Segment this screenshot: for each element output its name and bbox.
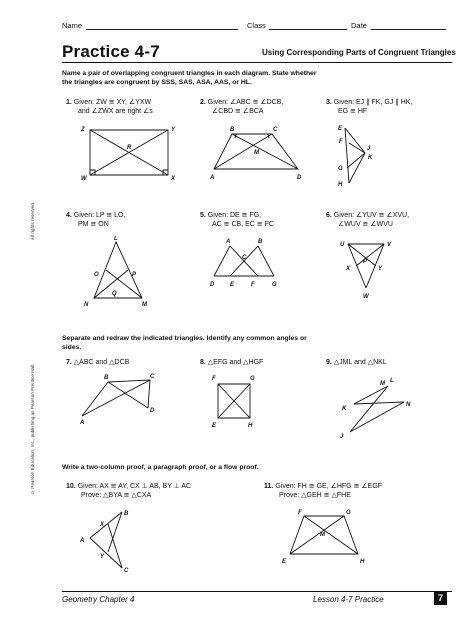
instructions-separate: Separate and redraw the indicated triangles. Identify any common angles or sides. — [62, 335, 307, 351]
svg-text:K: K — [368, 155, 373, 161]
svg-text:G: G — [346, 510, 351, 516]
svg-text:Y: Y — [378, 266, 383, 272]
svg-text:N: N — [406, 402, 411, 408]
svg-text:N: N — [84, 302, 89, 308]
problem-5: 5. Given: DE ≅ FG, AC ≅ CB, EC ≅ FC — [200, 212, 274, 228]
svg-text:E: E — [282, 559, 287, 564]
figure-5 — [206, 236, 281, 292]
page-subtitle: Using Corresponding Parts of Congruent Triangles — [262, 48, 456, 57]
svg-text:M: M — [320, 532, 325, 538]
svg-text:X: X — [346, 266, 351, 272]
date-label: Date — [351, 21, 367, 30]
svg-text:K: K — [342, 406, 347, 412]
svg-text:D: D — [150, 408, 155, 414]
figure-2 — [210, 124, 310, 184]
problem-1-line1: Given: ZW ≅ XY, ∠YXW — [73, 99, 152, 106]
problem-9: 9. △JML and △NKL — [326, 359, 387, 366]
label-x: X — [171, 176, 176, 182]
svg-text:V: V — [387, 242, 392, 248]
svg-text:W: W — [363, 294, 369, 300]
svg-text:F: F — [251, 282, 255, 288]
svg-text:F: F — [298, 510, 302, 516]
figure-7 — [78, 372, 168, 427]
svg-text:A: A — [226, 239, 231, 245]
copyright-sidebar: © Pearson Education, Inc., publishing as Pearson Prentice Hall. — [30, 363, 35, 495]
svg-text:U: U — [340, 242, 345, 248]
svg-text:X: X — [100, 522, 105, 528]
footer-left: Geometry Chapter 4 — [62, 595, 135, 604]
svg-text:B: B — [124, 511, 129, 517]
svg-text:M: M — [254, 150, 259, 156]
title-rule — [62, 62, 452, 63]
svg-text:E: E — [230, 282, 235, 288]
svg-text:C: C — [273, 127, 278, 133]
svg-text:A: A — [210, 175, 215, 181]
problem-6: 6. Given: ∠YUV ≅ ∠XVU, ∠WUV ≅ ∠WVU — [326, 212, 410, 228]
figure-4 — [82, 236, 157, 308]
svg-text:P: P — [363, 259, 368, 265]
figure-11 — [282, 508, 372, 564]
figure-9 — [338, 372, 423, 442]
svg-text:F: F — [212, 376, 216, 382]
figure-8 — [212, 372, 262, 428]
svg-text:L: L — [390, 378, 394, 384]
problem-3: 3. Given: EJ ∥ FK, GJ ∥ HK, EG ≅ HF — [326, 99, 413, 115]
class-label: Class — [247, 21, 266, 30]
problem-1 — [66, 98, 153, 116]
svg-text:E: E — [212, 423, 217, 428]
date-line[interactable] — [371, 29, 446, 30]
problem-8: 8. △EFG and △HGF — [200, 359, 264, 366]
problem-2: 2. Given: ∠ABC ≅ ∠DCB, ∠CBD ≅ ∠BCA — [200, 99, 284, 115]
svg-text:H: H — [338, 182, 343, 188]
svg-text:A: A — [80, 538, 85, 544]
svg-text:C: C — [150, 374, 155, 380]
svg-text:C: C — [124, 568, 129, 574]
svg-text:L: L — [114, 236, 118, 242]
svg-text:Q: Q — [112, 291, 117, 297]
svg-text:H: H — [248, 423, 253, 428]
svg-text:C: C — [242, 255, 247, 261]
problem-1-line2: and ∠ZWX are right ∠s — [78, 108, 153, 115]
svg-text:F: F — [339, 139, 343, 145]
problem-number: 1. — [66, 99, 72, 106]
rights-sidebar: All rights reserved. — [30, 201, 35, 240]
label-y: Y — [171, 127, 176, 133]
name-line[interactable] — [86, 29, 238, 30]
svg-text:D: D — [297, 175, 302, 181]
svg-text:G: G — [250, 376, 255, 382]
page-number: 7 — [434, 592, 447, 605]
problem-11: 11. Given: FH ≅ GE, ∠HFG ≅ ∠EGF Prove: △GEH ≅ △FHE — [264, 483, 383, 499]
figure-6 — [336, 236, 406, 302]
svg-text:B: B — [258, 239, 263, 245]
figure-1 — [78, 120, 188, 185]
footer-right: Lesson 4-7 Practice — [313, 595, 384, 604]
svg-text:B: B — [230, 127, 235, 133]
label-w: W — [81, 176, 87, 182]
instructions-proof: Write a two-column proof, a paragraph proof, or a flow proof. — [62, 464, 259, 471]
footer-rule — [62, 591, 452, 592]
svg-text:G: G — [338, 166, 343, 172]
class-line[interactable] — [269, 29, 347, 30]
svg-text:A: A — [80, 420, 85, 426]
svg-text:Y: Y — [100, 554, 105, 560]
svg-text:E: E — [338, 126, 343, 132]
label-r: R — [127, 145, 132, 151]
figure-3 — [335, 123, 385, 189]
svg-text:G: G — [272, 282, 277, 288]
problem-7: 7. △ABC and △DCB — [66, 359, 130, 366]
page-title: Practice 4-7 — [62, 42, 160, 61]
svg-text:H: H — [360, 559, 365, 564]
svg-text:M: M — [380, 381, 385, 387]
instructions-congruent: Name a pair of overlapping congruent triangles in each diagram. State whether the triangles are congruent by SSS, SAS, ASA, AAS, or HL. — [62, 70, 317, 86]
svg-text:D: D — [210, 282, 215, 288]
svg-text:B: B — [104, 375, 109, 381]
svg-text:O: O — [94, 272, 99, 278]
name-label: Name — [62, 21, 83, 30]
svg-text:J: J — [340, 434, 344, 440]
svg-text:J: J — [367, 146, 371, 152]
svg-text:M: M — [142, 302, 147, 308]
figure-10 — [78, 506, 138, 576]
svg-text:P: P — [132, 272, 137, 278]
label-z: Z — [81, 127, 85, 133]
problem-10: 10. Given: AX ≅ AY, CX ⊥ AB, BY ⊥ AC Prove: △BYA ≅ △CXA — [66, 483, 192, 499]
problem-4: 4. Given: LP ≅ LO, PM ≅ ON — [66, 212, 126, 228]
